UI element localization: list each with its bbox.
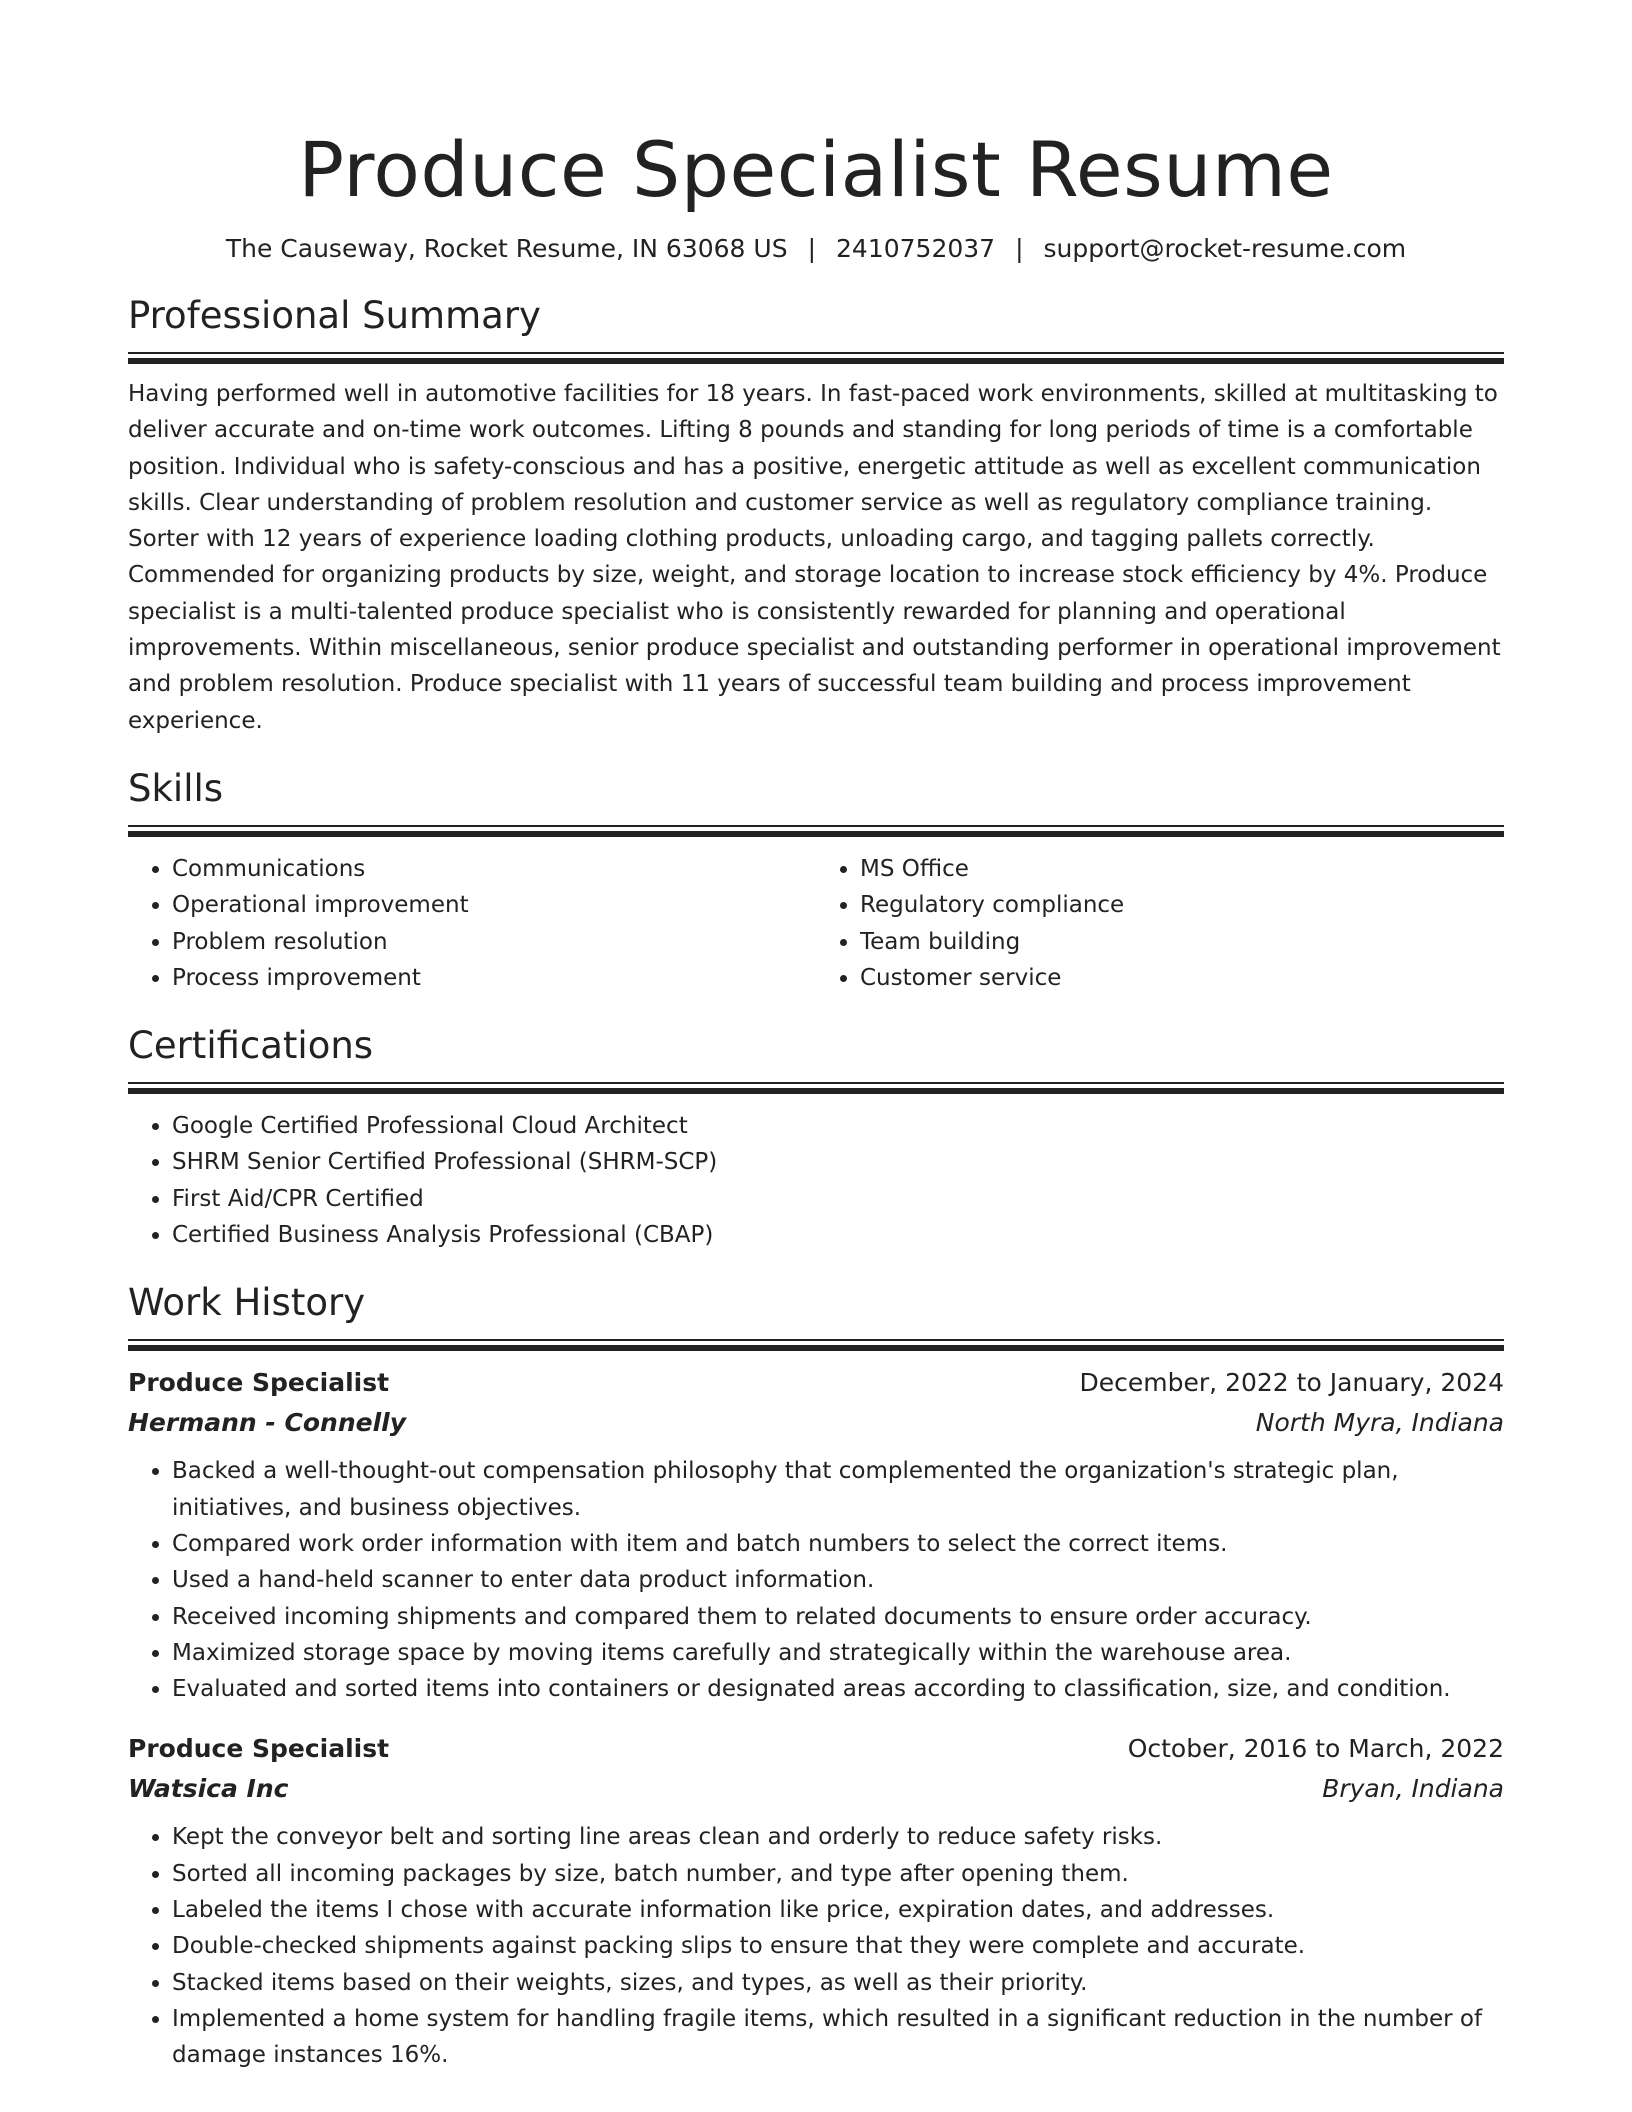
summary-section	[128, 292, 1504, 739]
skill-item: • Operational improvement	[172, 887, 816, 923]
job-location: North Myra, Indiana	[1255, 1408, 1504, 1438]
job-bullet: • Stacked items based on their weights, sizes, and types, as well as their priority.	[172, 1965, 1504, 2001]
skill-item: • MS Office	[860, 851, 1504, 887]
skill-item: • Regulatory compliance	[860, 887, 1504, 923]
job-bullet: • Compared work order information with item and batch numbers to select the correct items.	[172, 1526, 1504, 1562]
contact-email: support@rocket-resume.com	[1043, 234, 1407, 263]
section-divider	[128, 1082, 1504, 1094]
job-header	[128, 1729, 1504, 1769]
certifications-section	[128, 1022, 1504, 1253]
contact-phone: 2410752037	[836, 234, 996, 263]
job-title: Produce Specialist	[128, 1368, 390, 1398]
skills-columns	[128, 851, 1504, 996]
contact-line	[128, 232, 1504, 266]
job-bullet: • Received incoming shipments and compared them to related documents to ensure order accuracy.	[172, 1599, 1504, 1635]
job-bullets	[128, 1453, 1504, 1707]
job-header	[128, 1363, 1504, 1403]
job-subheader	[128, 1769, 1504, 1809]
section-divider	[128, 825, 1504, 837]
skills-list-left	[128, 851, 816, 996]
job-bullet: • Implemented a home system for handling fragile items, which resulted in a significant reduction in the number of damage instances 16%.	[172, 2001, 1504, 2074]
certification-item: • First Aid/CPR Certified	[172, 1181, 1504, 1217]
skill-item: • Customer service	[860, 960, 1504, 996]
section-title-work-history: Work History	[128, 1281, 366, 1325]
skills-section	[128, 765, 1504, 996]
skill-item: • Process improvement	[172, 960, 816, 996]
job-title: Produce Specialist	[128, 1734, 390, 1764]
contact-address: The Causeway, Rocket Resume, IN 63068 US	[225, 234, 788, 263]
job-bullet: • Evaluated and sorted items into containers or designated areas according to classification, size, and condition.	[172, 1671, 1504, 1707]
job-bullet: • Kept the conveyor belt and sorting line areas clean and orderly to reduce safety risks.	[172, 1819, 1504, 1855]
job-bullet: • Backed a well-thought-out compensation philosophy that complemented the organization's strategic plan, initiatives, and business objectives.	[172, 1453, 1504, 1526]
job-location: Bryan, Indiana	[1322, 1774, 1504, 1804]
certification-item: • Certified Business Analysis Professional (CBAP)	[172, 1217, 1504, 1253]
section-title-skills: Skills	[128, 766, 224, 810]
resume-title: Produce Specialist Resume	[298, 125, 1334, 214]
job-bullet: • Used a hand-held scanner to enter data product information.	[172, 1562, 1504, 1598]
section-title-certifications: Certifications	[128, 1024, 374, 1068]
section-title-summary: Professional Summary	[128, 294, 541, 337]
job-bullet: • Labeled the items I chose with accurate information like price, expiration dates, and addresses.	[172, 1892, 1504, 1928]
skill-item: • Team building	[860, 924, 1504, 960]
job-dates: October, 2016 to March, 2022	[1127, 1734, 1504, 1764]
job-bullet: • Maximized storage space by moving items carefully and strategically within the warehouse area.	[172, 1635, 1504, 1671]
summary-text: Having performed well in automotive facilities for 18 years. In fast-paced work environments, skilled at multitasking to deliver accurate and on-time work outcomes. Lifting 8 pounds and standing for long periods of time is a comfortable position. Individual who is safety-conscious and has a positive, energetic attitude as well as excellent communication skills. Clear understanding of problem resolution and customer service as well as regulatory compliance training. Sorter with 12 years of experience loading clothing products, unloading cargo, and tagging pallets correctly. Commended for organizing products by size, weight, and storage location to increase stock efficiency by 4%. Produce specialist is a multi-talented produce specialist who is consistently rewarded for planning and operational improvements. Within miscellaneous, senior produce specialist and outstanding performer in operational improvement and problem resolution. Produce specialist with 11 years of successful team building and process improvement experience.	[128, 381, 1501, 734]
skills-list-right	[816, 851, 1504, 996]
contact-separator: |	[807, 234, 817, 263]
certification-item: • SHRM Senior Certified Professional (SHRM-SCP)	[172, 1144, 1504, 1180]
contact-separator: |	[1015, 234, 1024, 263]
section-divider	[128, 352, 1504, 364]
certifications-list	[128, 1108, 1504, 1253]
job-bullet: • Double-checked shipments against packing slips to ensure that they were complete and accurate.	[172, 1928, 1504, 1964]
job-dates: December, 2022 to January, 2024	[1079, 1368, 1504, 1398]
job-company: Watsica Inc	[128, 1774, 289, 1804]
job-entry	[128, 1729, 1504, 2073]
job-bullets	[128, 1819, 1504, 2073]
job-entry	[128, 1363, 1504, 1707]
work-history-section	[128, 1279, 1504, 2073]
job-company: Hermann - Connelly	[128, 1408, 407, 1438]
skill-item: • Problem resolution	[172, 924, 816, 960]
skill-item: • Communications	[172, 851, 816, 887]
job-bullet: • Sorted all incoming packages by size, batch number, and type after opening them.	[172, 1856, 1504, 1892]
resume-page	[128, 0, 1504, 2074]
section-divider	[128, 1339, 1504, 1351]
job-subheader	[128, 1403, 1504, 1443]
certification-item: • Google Certified Professional Cloud Architect	[172, 1108, 1504, 1144]
